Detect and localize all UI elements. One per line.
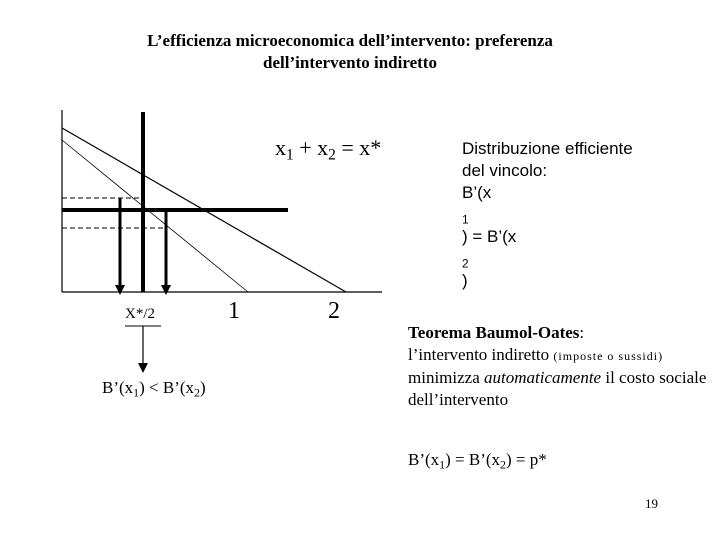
title-line-1: L’efficienza microeconomica dell’intervento: preferenza: [147, 31, 553, 50]
marginal-benefit-line-1: [62, 140, 248, 292]
baumol-oates-theorem: Teorema Baumol-Oates: l’intervento indiretto (imposte o sussidi) minimizza automaticamente il costo sociale dell’intervento: [408, 323, 707, 409]
page-number: 19: [645, 496, 658, 511]
inequality-note: $B’(x_1)$ < $B’(x_2)$: [102, 378, 206, 400]
constraint-equation: $x_1 + x_2 = x*$: [275, 135, 382, 164]
label-half-target: X*/2: [125, 306, 155, 322]
equality-note: $B’(x_1)$ = $B’(x_2) = p*$: [408, 450, 547, 472]
distribution-line-3: B’(x $_1$ ) = B’(x $_2$ ): [462, 183, 517, 290]
label-firm-1: 1: [228, 298, 240, 324]
distribution-line-1: Distribuzione efficiente: [462, 139, 633, 158]
label-firm-2: 2: [328, 298, 340, 324]
title-line-2: dell’intervento indiretto: [263, 53, 437, 72]
distribution-line-2: del vincolo:: [462, 161, 548, 180]
efficient-distribution-note: [462, 138, 633, 292]
